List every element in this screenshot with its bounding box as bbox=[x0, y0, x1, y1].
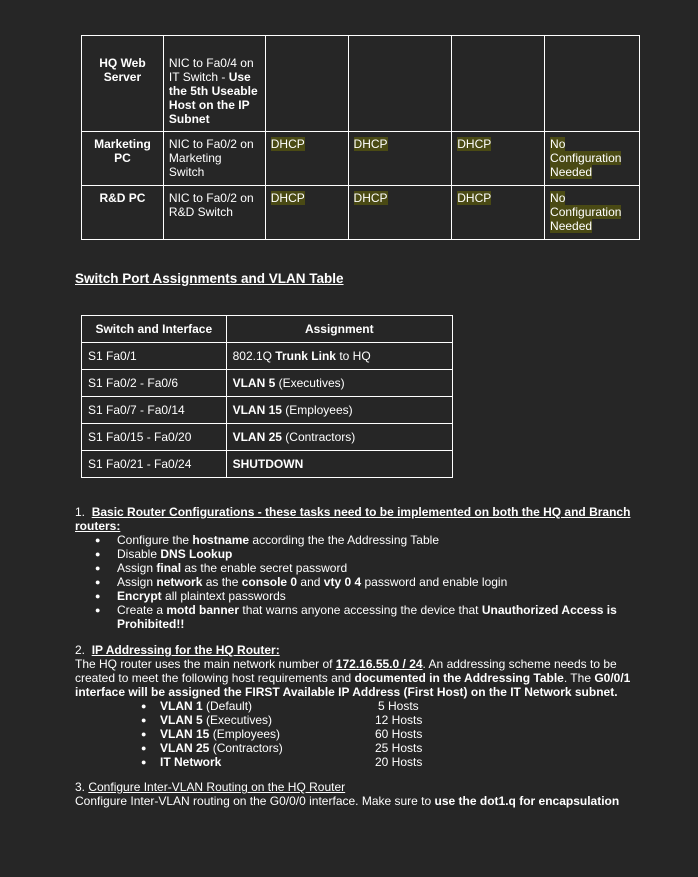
host-requirements-list bbox=[75, 699, 635, 769]
assignment-text: 802.1Q bbox=[232, 349, 276, 363]
mask-cell bbox=[348, 132, 452, 186]
task-1-list bbox=[75, 533, 635, 631]
ip-cell bbox=[265, 132, 348, 186]
assignment-cell bbox=[226, 397, 452, 424]
interface-cell: S1 Fa0/21 - Fa0/24 bbox=[82, 451, 227, 478]
assignment-bold: VLAN 5 bbox=[232, 376, 276, 390]
list-item: ● Assign final as the enable secret password bbox=[75, 561, 635, 575]
interface-cell: NIC to Fa0/2 on R&D Switch bbox=[163, 186, 265, 240]
table-row bbox=[82, 397, 453, 424]
host-count: 5 Hosts bbox=[378, 699, 419, 713]
list-item: ● Encrypt all plaintext passwords bbox=[75, 589, 635, 603]
task-2-paragraph: The HQ router uses the main network number of 172.16.55.0 / 24. An addressing scheme needs to be created to meet the following host requirements and documented in the Addressing Table. The G0/0/1 interface will be assigned the FIRST Available IP Address (First Host) on the IT Network subnet. bbox=[75, 657, 631, 699]
interface-cell: S1 Fa0/1 bbox=[82, 343, 227, 370]
task-1-heading bbox=[75, 505, 635, 533]
interface-text: NIC to Fa0/4 on IT Switch - bbox=[168, 56, 254, 84]
assignment-bold: SHUTDOWN bbox=[232, 457, 304, 471]
cell bbox=[265, 36, 348, 132]
task-2 bbox=[75, 643, 635, 769]
table-header-row bbox=[82, 316, 453, 343]
column-header: Switch and Interface bbox=[82, 316, 227, 343]
assignment-cell bbox=[226, 424, 452, 451]
list-item: ● VLAN 25 (Contractors) 25 Hosts bbox=[75, 741, 635, 755]
cell bbox=[545, 36, 640, 132]
task-1 bbox=[75, 505, 635, 631]
device-cell: HQ Web Server bbox=[82, 36, 164, 132]
assignment-bold: Trunk Link bbox=[275, 349, 336, 363]
dhcp-text: DHCP bbox=[353, 191, 388, 205]
mask-cell bbox=[348, 186, 452, 240]
assignment-cell bbox=[226, 451, 452, 478]
dhcp-text: DHCP bbox=[270, 191, 305, 205]
dhcp-text: DHCP bbox=[270, 137, 305, 151]
task-heading: IP Addressing for the HQ Router: bbox=[91, 643, 280, 657]
addressing-table bbox=[81, 35, 640, 240]
device-cell: R&D PC bbox=[82, 186, 164, 240]
task-3 bbox=[75, 780, 635, 808]
interface-cell: NIC to Fa0/2 on Marketing Switch bbox=[163, 132, 265, 186]
assignment-cell bbox=[226, 370, 452, 397]
list-item: ● Create a motd banner that warns anyone accessing the device that Unauthorized Access is Prohibited!! bbox=[75, 603, 635, 631]
table-row bbox=[82, 370, 453, 397]
vlan-table bbox=[81, 315, 453, 478]
host-count: 25 Hosts bbox=[375, 741, 423, 755]
assignment-text: (Employees) bbox=[281, 403, 353, 417]
assignment-text: (Contractors) bbox=[281, 430, 356, 444]
network-address: 172.16.55.0 / 24 bbox=[335, 657, 423, 671]
note-cell bbox=[545, 132, 640, 186]
table-row bbox=[82, 36, 640, 132]
task-2-heading bbox=[75, 643, 635, 657]
vlan-section-title: Switch Port Assignments and VLAN Table bbox=[75, 271, 344, 286]
cell bbox=[452, 36, 545, 132]
list-item: ● VLAN 15 (Employees) 60 Hosts bbox=[75, 727, 635, 741]
no-config-text: No Configuration Needed bbox=[550, 137, 622, 179]
assignment-bold: VLAN 15 bbox=[232, 403, 282, 417]
note-cell bbox=[545, 186, 640, 240]
list-item: ● Configure the hostname according the the Addressing Table bbox=[75, 533, 635, 547]
interface-cell: S1 Fa0/7 - Fa0/14 bbox=[82, 397, 227, 424]
no-config-text: No Configuration Needed bbox=[550, 191, 622, 233]
assignment-cell bbox=[226, 343, 452, 370]
interface-note: Use the 5th Useable Host on the IP Subnet bbox=[168, 70, 258, 126]
assignment-bold: VLAN 25 bbox=[232, 430, 282, 444]
task-heading: Basic Router Configurations - these tasks need to be implemented on both the HQ and Branch routers: bbox=[75, 505, 631, 533]
interface-cell: S1 Fa0/15 - Fa0/20 bbox=[82, 424, 227, 451]
column-header: Assignment bbox=[226, 316, 452, 343]
host-count: 12 Hosts bbox=[375, 713, 423, 727]
table-row bbox=[82, 186, 640, 240]
list-item: ● IT Network 20 Hosts bbox=[75, 755, 635, 769]
host-count: 20 Hosts bbox=[375, 755, 423, 769]
list-item: ● Assign network as the console 0 and vty 0 4 password and enable login bbox=[75, 575, 635, 589]
dhcp-text: DHCP bbox=[457, 191, 492, 205]
interface-cell bbox=[163, 36, 265, 132]
cell bbox=[348, 36, 452, 132]
ip-cell bbox=[265, 186, 348, 240]
task-3-heading bbox=[75, 780, 635, 794]
host-count: 60 Hosts bbox=[375, 727, 423, 741]
gateway-cell bbox=[452, 132, 545, 186]
device-cell: Marketing PC bbox=[82, 132, 164, 186]
list-item: ● VLAN 5 (Executives) 12 Hosts bbox=[75, 713, 635, 727]
interface-cell: S1 Fa0/2 - Fa0/6 bbox=[82, 370, 227, 397]
task-heading: Configure Inter-VLAN Routing on the HQ Router bbox=[88, 780, 346, 794]
table-row bbox=[82, 424, 453, 451]
table-row bbox=[82, 343, 453, 370]
assignment-text: (Executives) bbox=[275, 376, 345, 390]
gateway-cell bbox=[452, 186, 545, 240]
list-item: ● VLAN 1 (Default) 5 Hosts bbox=[75, 699, 635, 713]
task-number: 1. bbox=[75, 505, 86, 519]
table-row bbox=[82, 451, 453, 478]
task-number: 3. bbox=[75, 780, 89, 794]
list-item: ● Disable DNS Lookup bbox=[75, 547, 635, 561]
task-3-paragraph: Configure Inter-VLAN routing on the G0/0/0 interface. Make sure to use the dot1.q for encapsulation bbox=[75, 794, 620, 808]
dhcp-text: DHCP bbox=[457, 137, 492, 151]
assignment-text: to HQ bbox=[335, 349, 371, 363]
table-row bbox=[82, 132, 640, 186]
task-number: 2. bbox=[75, 643, 86, 657]
dhcp-text: DHCP bbox=[353, 137, 388, 151]
